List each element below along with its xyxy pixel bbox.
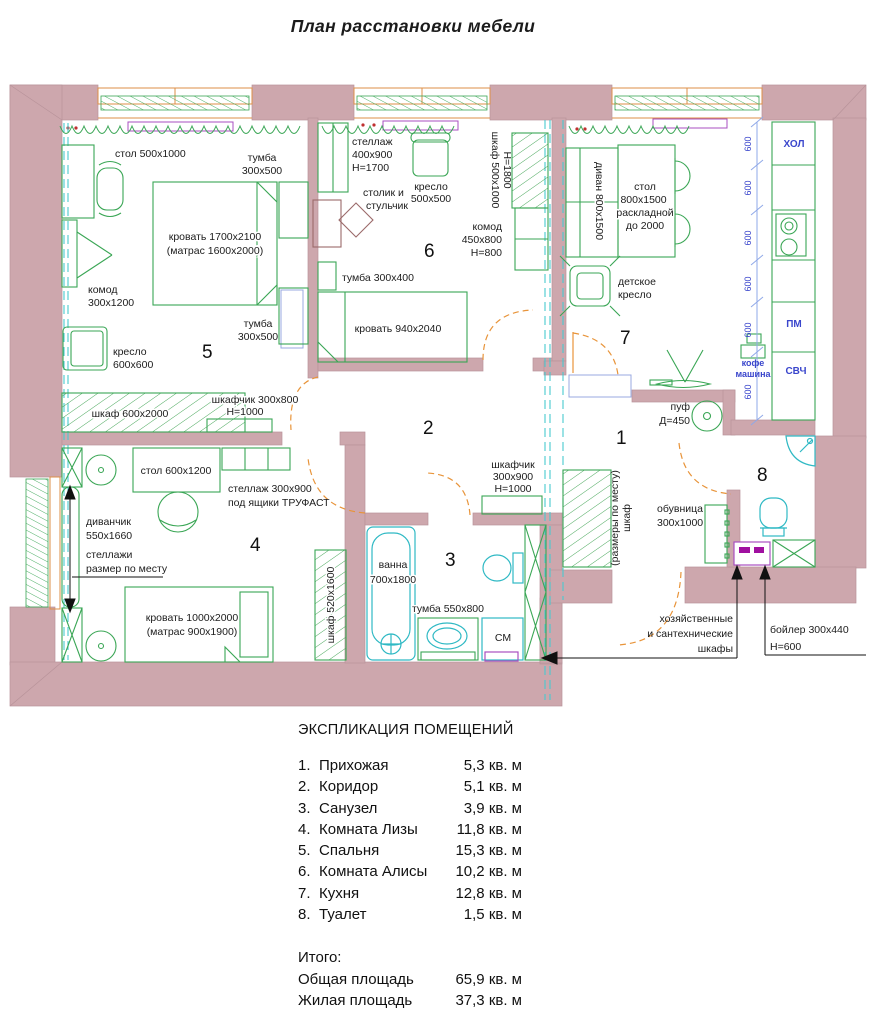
- total-name: Общая площадь: [298, 970, 414, 988]
- sofa-kitchen: [566, 148, 618, 257]
- label-wardrobe-room6: шкаф 500x1000Н=1800: [489, 131, 513, 209]
- stool-room4-bottom: [86, 631, 116, 661]
- pouf-hallway: [692, 401, 722, 431]
- legend-title: ЭКСПЛИКАЦИЯ ПОМЕЩЕНИЙ: [298, 722, 514, 738]
- label-bed-room4: кровать 1000x2000 (матрас 900x1900): [145, 612, 239, 638]
- door-arc-bath: [427, 473, 470, 515]
- wardrobe-room6: [512, 133, 548, 208]
- room-number-7: 7: [620, 328, 631, 349]
- label-bed-room6: кровать 940x2040: [354, 323, 442, 335]
- bed-room4: [125, 587, 273, 662]
- kids-chair-kitchen: [560, 256, 620, 316]
- row-num: 2.: [298, 778, 311, 796]
- door-arc-kitchen: [573, 333, 618, 375]
- window-kitchen: [612, 88, 762, 118]
- room-number-8: 8: [757, 465, 768, 486]
- row-area: 3,9 кв. м: [463, 799, 522, 817]
- window-room5: [98, 88, 252, 118]
- row-name: Коридор: [319, 778, 379, 796]
- room-number-3: 3: [445, 550, 456, 571]
- toilet-room8: [760, 498, 787, 536]
- cabinet-toilet-room: [773, 540, 815, 567]
- room-number-4: 4: [250, 535, 261, 556]
- label-sofa-kitchen: диван 800x1500: [593, 161, 605, 241]
- row-area: 1,5 кв. м: [463, 906, 522, 924]
- wardrobe-hallway: [563, 470, 611, 567]
- label-dresser-room6: комод 450x800 Н=800: [461, 221, 502, 259]
- legend-row-8: [298, 904, 522, 925]
- cabinet-corridor: [482, 496, 542, 514]
- label-bench-room4: диванчик 550x1660: [86, 516, 133, 542]
- total-name: Жилая площадь: [298, 991, 413, 1009]
- label-kids-chair-kitchen: детское кресло: [618, 276, 656, 301]
- label-bathtub: ванна 700x1800: [369, 559, 417, 586]
- label-table-kitchen: стол 800x1500 раскладной до 2000: [616, 181, 674, 232]
- row-name: Туалет: [319, 906, 367, 924]
- armchair-room5: [63, 327, 107, 370]
- row-num: 8.: [298, 906, 311, 924]
- room-legend: [298, 722, 522, 1011]
- row-area: 10,2 кв. м: [455, 863, 522, 881]
- legend-row-6: [298, 861, 522, 882]
- total-row-1: [298, 969, 522, 990]
- row-name: Комната Алисы: [319, 863, 428, 881]
- label-desk-room5: стол 500x1000: [115, 148, 186, 160]
- room-number-5: 5: [202, 342, 213, 363]
- label-cabinet-room5: шкафчик 300x800 Н=1000: [211, 394, 299, 418]
- row-num: 1.: [298, 757, 311, 774]
- room-number-2: 2: [423, 418, 434, 439]
- row-name: Спальня: [319, 842, 380, 860]
- armchair-room6: [411, 133, 450, 176]
- door-arc-toilet: [679, 443, 731, 494]
- row-num: 4.: [298, 820, 311, 838]
- label-dresser-room5: комод 300x1200: [88, 284, 135, 309]
- label-desk-room4: стол 600x1200: [140, 465, 212, 477]
- label-dishwasher: ПМ: [786, 319, 802, 330]
- label-kids-table-room6: столик и стульчик: [363, 187, 409, 212]
- label-microwave: СВЧ: [785, 366, 807, 377]
- toilet-bath: [483, 553, 523, 583]
- page-title: План расстановки мебели: [290, 16, 536, 36]
- dresser-room6: [515, 208, 548, 270]
- label-pouf: пуф Д=450: [659, 401, 690, 427]
- label-nightstand-room6: тумба 300x400: [342, 272, 414, 284]
- label-coffee-machine: кофе машина: [735, 358, 771, 379]
- door-arc-room6: [483, 310, 533, 360]
- bathtub: [367, 527, 415, 660]
- nightstand-room6: [318, 262, 336, 290]
- dim-600-5: 600: [743, 322, 753, 338]
- bed-room5: [153, 182, 277, 305]
- desk-room4: [133, 448, 220, 532]
- label-washing-machine: СМ: [494, 632, 512, 644]
- row-num: 3.: [298, 799, 311, 817]
- row-area: 5,3 кв. м: [463, 757, 522, 774]
- total-area: 37,3 кв. м: [455, 991, 522, 1009]
- label-nightstand-bottom-room5: тумба 300x500: [237, 318, 279, 343]
- shelf-box-top: [62, 448, 82, 487]
- legend-rows: [298, 755, 522, 925]
- label-shelving-custom-room4: стеллажи размер по месту: [86, 549, 168, 575]
- desk-room5: [62, 145, 123, 218]
- totals-label: Итого:: [298, 949, 342, 967]
- legend-row-4: [298, 819, 522, 840]
- label-bed-room5: кровать 1700x2100 (матрас 1600x2000): [166, 231, 264, 257]
- label-vanity: тумба 550x800: [412, 603, 484, 615]
- label-shelving-room6: стеллаж 400x900 Н=1700: [352, 136, 393, 174]
- row-name: Кухня: [319, 884, 360, 902]
- nightstand-top-room5: [279, 182, 308, 238]
- shelving-room4: [222, 448, 290, 470]
- room-number-1: 1: [616, 428, 627, 449]
- label-armchair-room5: кресло 600x600: [113, 346, 154, 371]
- dim-600-3: 600: [743, 230, 753, 246]
- room-number-6: 6: [424, 241, 435, 262]
- nightstand-bottom-room5: [279, 288, 308, 344]
- dim-600-1: 600: [743, 136, 753, 152]
- label-nightstand-top-room5: тумба 300x500: [241, 152, 283, 177]
- legend-row-5: [298, 840, 522, 861]
- legend-row-2: [298, 776, 522, 797]
- row-area: 5,1 кв. м: [463, 778, 522, 796]
- row-area: 12,8 кв. м: [455, 884, 522, 902]
- dresser-room5: [62, 220, 112, 287]
- stool-room4-top: [86, 455, 116, 485]
- legend-row-7: [298, 883, 522, 904]
- dim-600-2: 600: [743, 180, 753, 196]
- row-area: 15,3 кв. м: [455, 842, 522, 860]
- total-area: 65,9 кв. м: [455, 970, 522, 988]
- kids-table-room6: [313, 200, 373, 247]
- label-wardrobe-room4: шкаф 520x1600: [325, 566, 337, 644]
- corner-sink-room8: [786, 436, 815, 466]
- legend-totals: [298, 947, 522, 1011]
- legend-row-3: [298, 798, 522, 819]
- row-name: Прихожая: [319, 757, 389, 774]
- label-wardrobe-room5: шкаф 600x2000: [91, 408, 169, 420]
- dim-600-6: 600: [743, 384, 753, 400]
- vanity-shelf: [421, 652, 475, 660]
- label-shoe-cabinet: обувница 300x1000: [657, 503, 704, 529]
- legend-row-1: [298, 755, 522, 776]
- sink-bath-inner: [433, 628, 461, 644]
- window-room6: [354, 88, 490, 118]
- row-area: 11,8 кв. м: [456, 820, 522, 838]
- tv-kitchen: [650, 350, 710, 388]
- row-num: 5.: [298, 842, 311, 860]
- row-num: 7.: [298, 884, 311, 902]
- label-boiler: бойлер 300x440 Н=600: [770, 624, 849, 653]
- total-row-2: [298, 990, 522, 1011]
- label-armchair-room6: кресло 500x500: [410, 181, 452, 205]
- label-fridge: ХОЛ: [783, 139, 805, 150]
- row-name: Комната Лизы: [319, 820, 418, 838]
- dim-600-4: 600: [743, 276, 753, 292]
- label-utility-cabinets: хозяйственные и сантехнические шкафы: [647, 613, 733, 655]
- row-name: Санузел: [319, 799, 378, 817]
- label-cabinet-corridor: шкафчик 300x900 Н=1000: [491, 459, 535, 495]
- row-num: 6.: [298, 863, 311, 881]
- label-shelving-room4: стеллаж 300x900 под ящики ТРУФАСТ: [228, 483, 330, 509]
- balcony-door: [26, 477, 60, 609]
- shoe-cabinet: [705, 505, 729, 563]
- shelf-box-bottom: [62, 608, 82, 662]
- label-wardrobe-hallway: (размеры по месту)шкаф: [609, 470, 633, 566]
